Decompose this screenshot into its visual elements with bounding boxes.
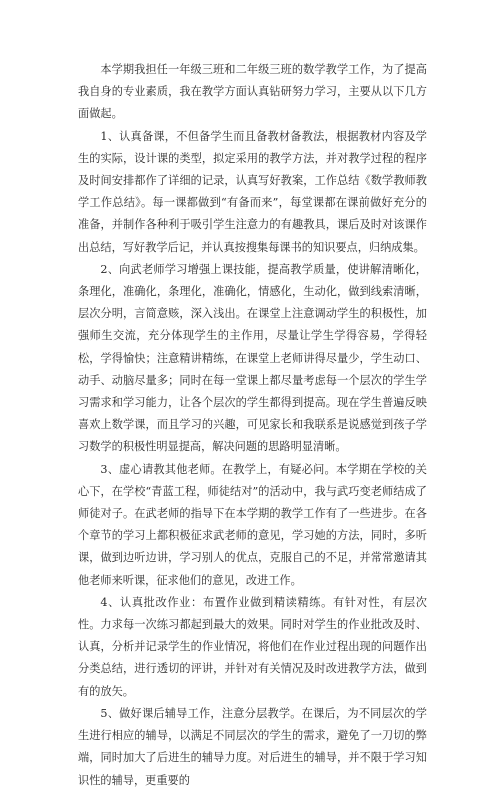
paragraph-lesson-preparation: 1、认真备课，不但备学生而且备教材备教法，根据教材内容及学生的实际，设计课的类型，拟定采用的教学方法，并对教学过程的程序及时间安排都作了详细的记录，认真写好教案，工作总结《数学教师教学工作总结》。每一课都做到“有备而来”，每堂课都在课前做好充分的准备，并制作各种利于吸引学生注意力的有趣教具，课后及时对该课作出总结，写好教学后记，并认真按搜集每课书的知识要点，归纳成集。 [78,129,427,254]
intro-paragraph: 本学期我担任一年级三班和二年级三班的数学教学工作，为了提高我自身的专业素质，我在教学方面认真钻研努力学习，主要从以下几方面做起。 [78,63,427,121]
document-body [78,59,427,792]
paragraph-consult-teachers: 3、虚心请教其他老师。在教学上，有疑必问。本学期在学校的关心下，在学校“青蓝工程，师徒结对”的活动中，我与武巧变老师结成了师徒对子。在武老师的指导下在本学期的教学工作有了一些进步。在各个章节的学习上都积极征求武老师的意见，学习她的方法，同时，多听课，做到边听边讲，学习别人的优点，克服自己的不足，并常常邀请其他老师来听课，征求他们的意见，改进工作。 [78,462,427,587]
paragraph-after-class-tutoring: 5、做好课后辅导工作，注意分层教学。在课后，为不同层次的学生进行相应的辅导，以满足不同层次的学生的需求，避免了一刀切的弊端，同时加大了后进生的辅导力度。对后进生的辅导，并不限于学习知识性的辅导，更重要的 [78,706,427,787]
paragraph-homework-correction: 4、认真批改作业：布置作业做到精读精练。有针对性，有层次性。力求每一次练习都起到最大的效果。同时对学生的作业批改及时、认真，分析并记录学生的作业情况，将他们在作业过程出现的问题作出分类总结，进行透切的评讲，并针对有关情况及时改进教学方法，做到有的放矢。 [78,595,427,698]
paragraph-teaching-skills: 2、向武老师学习增强上课技能，提高教学质量，使讲解清晰化，条理化，准确化，条理化，准确化，情感化，生动化，做到线索清晰，层次分明，言简意赅，深入浅出。在课堂上注意调动学生的积极性，加强师生交流，充分体现学生的主作用，尽量让学生学得容易，学得轻松，学得愉快；注意精讲精练，在课堂上老师讲得尽量少，学生动口、动手、动脑尽量多；同时在每一堂课上都尽量考虑每一个层次的学生学习需求和学习能力，让各个层次的学生都得到提高。现在学生普遍反映喜欢上数学课，而且学习的兴趣，可见家长和我联系是说感觉到孩子学习数学的积极性明显提高，解决问题的思路明显清晰。 [78,262,427,454]
